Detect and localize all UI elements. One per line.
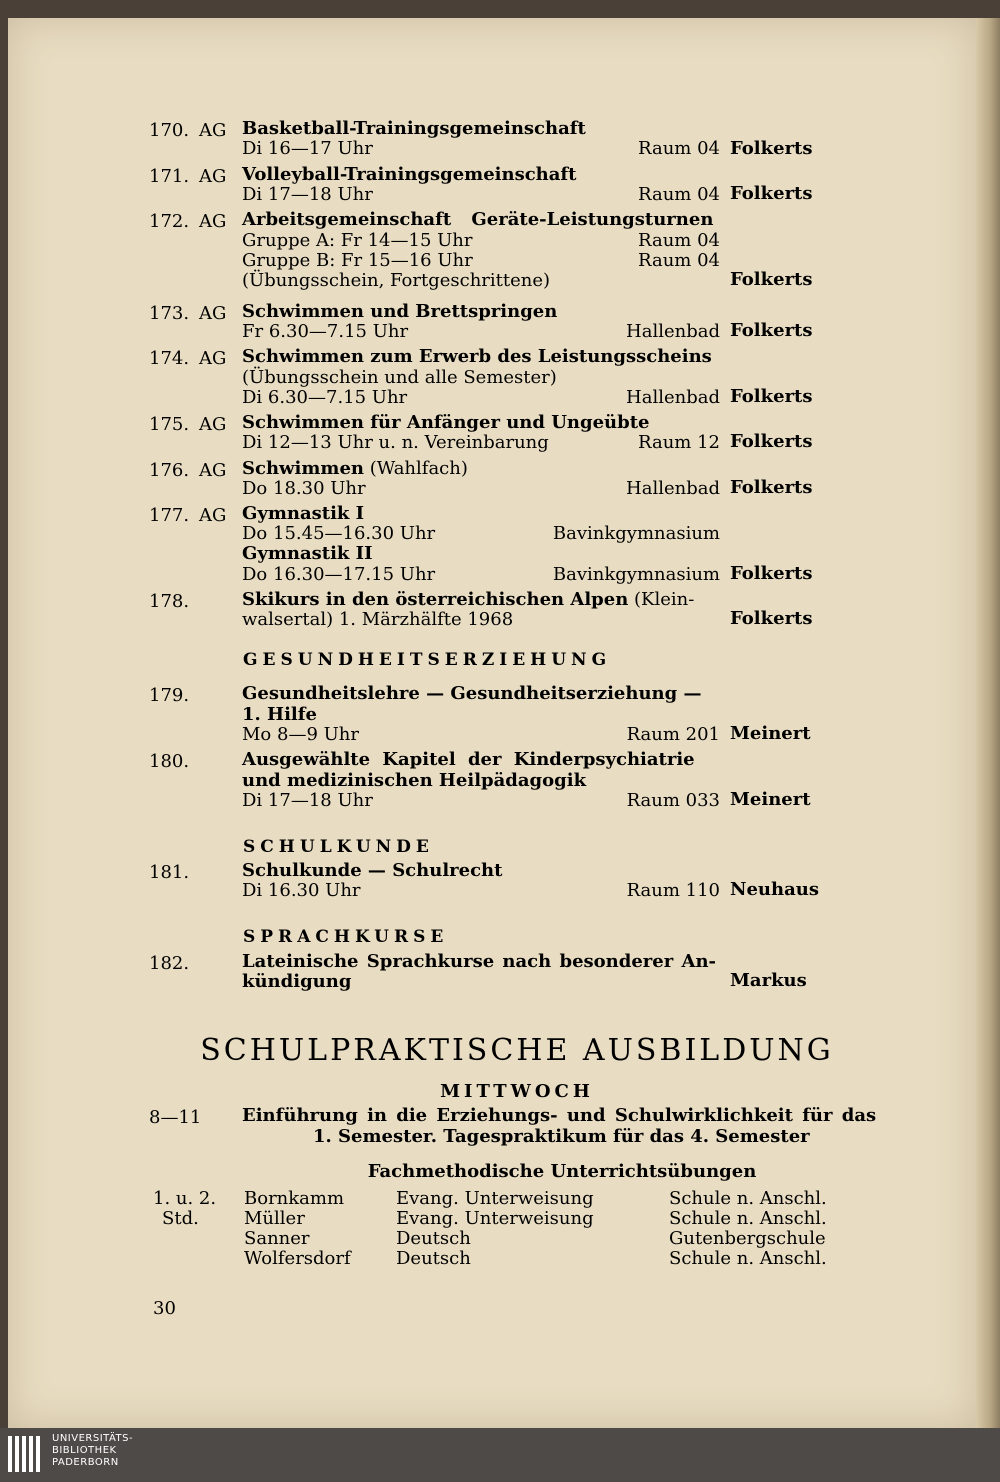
entry-room: Bavinkgymnasium xyxy=(552,523,720,544)
entry-instructor: Markus xyxy=(730,970,807,991)
entry-title: Arbeitsgemeinschaft Geräte-Leistungsturnen xyxy=(242,209,714,230)
subject: Evang. Unterweisung xyxy=(396,1208,594,1229)
entry-instructor: Folkerts xyxy=(730,138,813,159)
book-spine xyxy=(976,18,1000,1428)
entry-instructor: Neuhaus xyxy=(730,879,819,900)
intro-line: Einführung in die Erziehungs- und Schulwirklichkeit für das xyxy=(242,1105,877,1126)
entry-number: 176. xyxy=(149,460,190,481)
entry-time: Do 18.30 Uhr xyxy=(242,478,366,499)
entry-room: Raum 12 xyxy=(638,432,720,453)
entry-number: 178. xyxy=(149,591,190,612)
entry-number: 170. xyxy=(149,120,190,141)
entry-room: Bavinkgymnasium xyxy=(552,564,720,585)
entry-instructor: Meinert xyxy=(730,789,811,810)
entry-instructor: Folkerts xyxy=(730,608,813,629)
entry-line: walsertal) 1. Märzhälfte 1968 xyxy=(242,609,514,630)
entry-number: 171. xyxy=(149,166,190,187)
entry-ag: AG xyxy=(199,505,227,526)
entry-ag: AG xyxy=(199,166,227,187)
entry-number: 174. xyxy=(149,348,190,369)
entry-room: Raum 201 xyxy=(626,724,720,745)
entry-title: Schulkunde — Schulrecht xyxy=(242,860,503,881)
library-logo-icon xyxy=(6,1436,48,1476)
sub-heading: Fachmethodische Unterrichtsübungen xyxy=(367,1161,757,1182)
entry-title: Gesundheitslehre — Gesundheitserziehung — xyxy=(242,683,702,704)
entry-title-suffix: (Wahlfach) xyxy=(364,458,468,479)
entry-time: Mo 8—9 Uhr xyxy=(242,724,359,745)
hours-label: Std. xyxy=(162,1208,199,1229)
intro-time: 8—11 xyxy=(149,1107,202,1128)
entry-title: Skikurs in den österreichischen Alpen xyxy=(242,589,629,610)
entry-room: Raum 04 xyxy=(638,138,720,159)
entry-instructor: Folkerts xyxy=(730,386,813,407)
subject: Evang. Unterweisung xyxy=(396,1188,594,1209)
entry-ag: AG xyxy=(199,120,227,141)
entry-room: Raum 110 xyxy=(626,880,720,901)
entry-room: Raum 04 xyxy=(638,230,720,251)
entry-title: Schwimmen für Anfänger und Ungeübte xyxy=(242,412,650,433)
entry-number: 182. xyxy=(149,953,190,974)
entry-room: Raum 04 xyxy=(638,250,720,271)
entry-room: Raum 04 xyxy=(638,184,720,205)
entry-number: 181. xyxy=(149,862,190,883)
school-name: Gutenbergschule xyxy=(669,1228,826,1249)
page-number: 30 xyxy=(153,1298,176,1319)
library-line: UNIVERSITÄTS- xyxy=(52,1433,134,1444)
entry-ag: AG xyxy=(199,460,227,481)
entry-time: Do 16.30—17.15 Uhr xyxy=(242,564,436,585)
entry-line: (Übungsschein, Fortgeschrittene) xyxy=(242,270,551,291)
entry-number: 172. xyxy=(149,211,190,232)
entry-line: Gruppe A: Fr 14—15 Uhr xyxy=(242,230,473,251)
library-line: BIBLIOTHEK xyxy=(52,1445,117,1456)
entry-time: Di 16.30 Uhr xyxy=(242,880,361,901)
entry-instructor: Folkerts xyxy=(730,431,813,452)
entry-number: 180. xyxy=(149,751,190,772)
library-name xyxy=(52,1433,133,1469)
subject: Deutsch xyxy=(396,1228,471,1249)
entry-instructor: Folkerts xyxy=(730,320,813,341)
library-line: PADERBORN xyxy=(52,1457,119,1468)
school-name: Schule n. Anschl. xyxy=(669,1188,827,1209)
entry-title: Gymnastik I xyxy=(242,503,365,524)
entry-ag: AG xyxy=(199,414,227,435)
entry-title-line xyxy=(242,459,468,479)
day-heading: MITTWOCH xyxy=(440,1081,594,1102)
main-heading: SCHULPRAKTISCHE AUSBILDUNG xyxy=(200,1033,834,1068)
entry-line: Gruppe B: Fr 15—16 Uhr xyxy=(242,250,473,271)
section-heading: GESUNDHEITSERZIEHUNG xyxy=(243,650,612,670)
entry-ag: AG xyxy=(199,348,227,369)
entry-room: Raum 033 xyxy=(626,790,720,811)
entry-number: 175. xyxy=(149,414,190,435)
teacher-name: Sanner xyxy=(244,1228,310,1249)
entry-title: Schwimmen xyxy=(242,458,365,479)
entry-room: Hallenbad xyxy=(626,478,720,499)
entry-title: und medizinischen Heilpädagogik xyxy=(242,770,587,791)
library-footer xyxy=(0,1428,1000,1482)
entry-title-line xyxy=(242,590,694,610)
subject: Deutsch xyxy=(396,1248,471,1269)
entry-title: Volleyball-Trainingsgemeinschaft xyxy=(242,164,577,185)
school-name: Schule n. Anschl. xyxy=(669,1208,827,1229)
entry-number: 179. xyxy=(149,685,190,706)
entry-number: 177. xyxy=(149,505,190,526)
entry-instructor: Folkerts xyxy=(730,563,813,584)
entry-ag: AG xyxy=(199,303,227,324)
entry-title: kündigung xyxy=(242,971,352,992)
entry-time: Di 12—13 Uhr u. n. Vereinbarung xyxy=(242,432,549,453)
entry-title: Gymnastik II xyxy=(242,543,373,564)
hours-label: 1. u. 2. xyxy=(153,1188,217,1209)
entry-time: Di 17—18 Uhr xyxy=(242,184,373,205)
entry-instructor: Folkerts xyxy=(730,269,813,290)
entry-title: Schwimmen zum Erwerb des Leistungsscheins xyxy=(242,346,712,367)
entry-instructor: Meinert xyxy=(730,723,811,744)
entry-number: 173. xyxy=(149,303,190,324)
entry-instructor: Folkerts xyxy=(730,477,813,498)
section-heading: SCHULKUNDE xyxy=(243,837,434,857)
entry-title: 1. Hilfe xyxy=(242,704,317,725)
entry-line: (Übungsschein und alle Semester) xyxy=(242,367,557,388)
entry-time: Fr 6.30—7.15 Uhr xyxy=(242,321,409,342)
entry-title: Ausgewählte Kapitel der Kinderpsychiatrie xyxy=(242,749,695,770)
entry-title: Schwimmen und Brettspringen xyxy=(242,301,558,322)
entry-title: Basketball-Trainingsgemeinschaft xyxy=(242,118,586,139)
entry-time: Di 16—17 Uhr xyxy=(242,138,373,159)
entry-title: Lateinische Sprachkurse nach besonderer An- xyxy=(242,951,716,972)
teacher-name: Müller xyxy=(244,1208,305,1229)
entry-time: Di 17—18 Uhr xyxy=(242,790,373,811)
entry-title-suffix: (Klein- xyxy=(628,589,695,610)
teacher-name: Bornkamm xyxy=(244,1188,345,1209)
school-name: Schule n. Anschl. xyxy=(669,1248,827,1269)
intro-line: 1. Semester. Tagespraktikum für das 4. Semester xyxy=(313,1126,810,1147)
entry-time: Di 6.30—7.15 Uhr xyxy=(242,387,408,408)
entry-time: Do 15.45—16.30 Uhr xyxy=(242,523,436,544)
teacher-name: Wolfersdorf xyxy=(244,1248,351,1269)
entry-instructor: Folkerts xyxy=(730,183,813,204)
section-heading: SPRACHKURSE xyxy=(243,927,449,947)
entry-ag: AG xyxy=(199,211,227,232)
entry-room: Hallenbad xyxy=(626,321,720,342)
entry-room: Hallenbad xyxy=(626,387,720,408)
